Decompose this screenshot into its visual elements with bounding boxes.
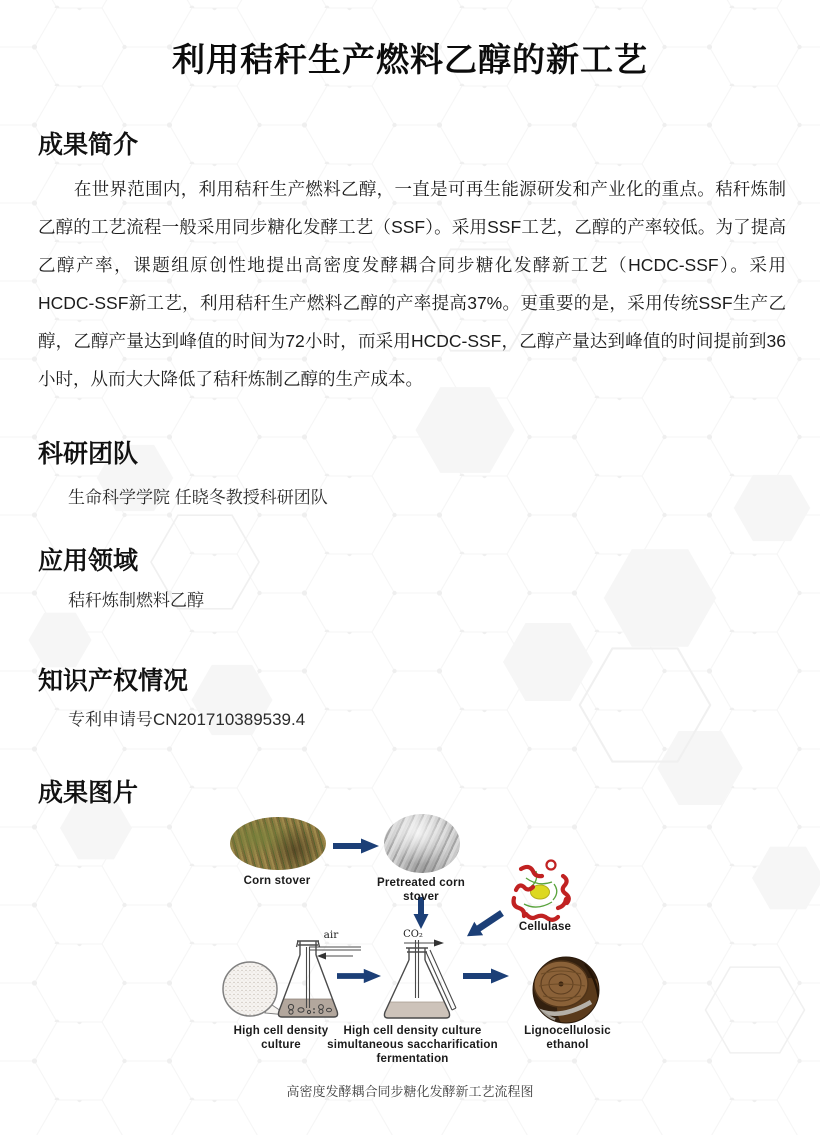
section-heading-gallery: 成果图片: [38, 779, 139, 807]
page-title: 利用秸秆生产燃料乙醇的新工艺: [172, 41, 648, 78]
team-text: 生命科学学院 任晓冬教授科研团队: [68, 488, 328, 507]
section-heading-field: 应用领域: [38, 547, 139, 575]
intro-paragraph: 在世界范围内，利用秸秆生产燃料乙醇，一直是可再生能源研发和产业化的重点。秸秆炼制乙醇的工艺流程一般采用同步糖化发酵工艺（SSF）。采用SSF工艺，乙醇的产率较低。为了提高乙醇产率，课题组原创性地提出高密度发酵耦合同步糖化发酵新工艺（HCDC-SSF）。采用HCDC-SSF新工艺，利用秸秆生产燃料乙醇的产率提高37%。更重要的是，采用传统SSF生产乙醇，乙醇产量达到峰值的时间为72小时，而采用HCDC-SSF，乙醇产量达到峰值的时间提前到36小时，从而大大降低了秸秆炼制乙醇的生产成本。: [38, 179, 786, 389]
pretreated-corn-stover-image: [384, 814, 460, 873]
lignocellulosic-ethanol-barrel-image: [527, 956, 605, 1024]
ssf-fermentation-label: High cell density culture simultaneous saccharification fermentation: [327, 1025, 498, 1065]
arrow-corn-to-pretreated-icon: [333, 838, 379, 854]
figure-caption: 高密度发酵耦合同步糖化发酵新工艺流程图: [286, 1084, 534, 1099]
pretreated-corn-stover-label: Pretreated corn stover: [376, 877, 465, 903]
cellulase-label: Cellulase: [518, 921, 572, 933]
lignocellulosic-ethanol-label: Lignocellulosic ethanol: [524, 1025, 611, 1051]
corn-stover-image: [230, 817, 326, 870]
ssf-fermentation-flask-icon: [366, 928, 490, 1028]
section-heading-team: 科研团队: [38, 440, 139, 468]
section-heading-ip: 知识产权情况: [38, 667, 189, 695]
section-heading-intro: 成果简介: [38, 131, 139, 159]
cellulase-protein-icon: [506, 856, 578, 926]
patent-number-text: 专利申请号CN201710389539.4: [68, 710, 306, 729]
high-cell-density-culture-flask-icon: [213, 925, 365, 1027]
air-label: air: [323, 929, 339, 941]
high-cell-density-culture-label: High cell density culture: [233, 1025, 329, 1051]
corn-stover-label: Corn stover: [243, 875, 311, 887]
co2-label: CO₂: [403, 929, 423, 940]
field-text: 秸秆炼制燃料乙醇: [68, 591, 204, 610]
